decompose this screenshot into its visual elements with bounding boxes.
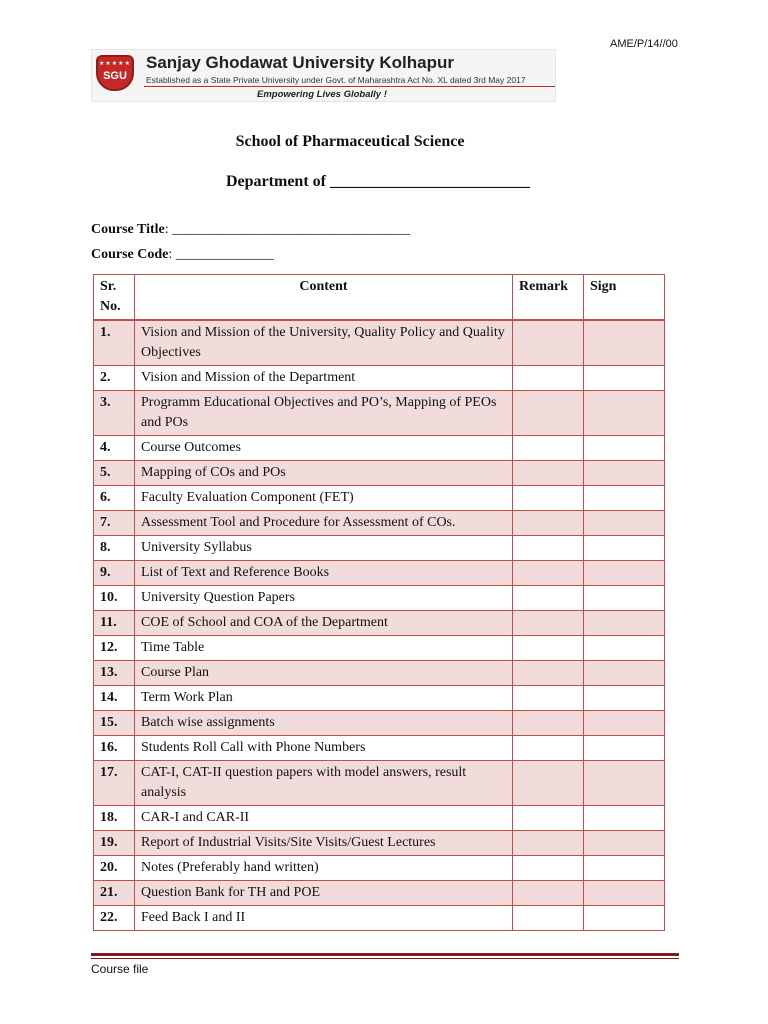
table-row — [94, 806, 665, 831]
row-content: Term Work Plan — [135, 686, 513, 711]
row-number: 14. — [94, 686, 135, 711]
row-content: Vision and Mission of the University, Quality Policy and Quality Objectives — [135, 320, 513, 366]
table-row — [94, 586, 665, 611]
header-remark: Remark — [513, 275, 584, 321]
row-number: 18. — [94, 806, 135, 831]
row-number: 10. — [94, 586, 135, 611]
row-number: 2. — [94, 366, 135, 391]
university-banner — [91, 49, 556, 102]
header-sr-no: Sr. No. — [94, 275, 135, 321]
sign-cell[interactable] — [584, 686, 665, 711]
table-row — [94, 711, 665, 736]
course-title-field — [91, 222, 410, 238]
table-row — [94, 486, 665, 511]
row-number: 20. — [94, 856, 135, 881]
sign-cell[interactable] — [584, 831, 665, 856]
table-row — [94, 461, 665, 486]
remark-cell[interactable] — [513, 881, 584, 906]
sign-cell[interactable] — [584, 806, 665, 831]
remark-cell[interactable] — [513, 511, 584, 536]
table-row — [94, 366, 665, 391]
remark-cell[interactable] — [513, 391, 584, 436]
row-number: 13. — [94, 661, 135, 686]
table-row — [94, 561, 665, 586]
row-number: 7. — [94, 511, 135, 536]
sign-cell[interactable] — [584, 320, 665, 366]
row-number: 15. — [94, 711, 135, 736]
table-row — [94, 636, 665, 661]
row-number: 1. — [94, 320, 135, 366]
sign-cell[interactable] — [584, 511, 665, 536]
row-content: Feed Back I and II — [135, 906, 513, 931]
table-header-row — [94, 275, 665, 321]
remark-cell[interactable] — [513, 436, 584, 461]
row-content: Time Table — [135, 636, 513, 661]
row-content: Programm Educational Objectives and PO’s, Mapping of PEOs and POs — [135, 391, 513, 436]
sign-cell[interactable] — [584, 486, 665, 511]
university-tagline: Empowering Lives Globally ! — [257, 89, 387, 100]
remark-cell[interactable] — [513, 906, 584, 931]
row-content: Course Outcomes — [135, 436, 513, 461]
remark-cell[interactable] — [513, 831, 584, 856]
row-number: 6. — [94, 486, 135, 511]
remark-cell[interactable] — [513, 561, 584, 586]
sign-cell[interactable] — [584, 561, 665, 586]
logo-stars: ★★★★★ — [99, 60, 131, 67]
header-sign: Sign — [584, 275, 665, 321]
table-row — [94, 436, 665, 461]
sign-cell[interactable] — [584, 661, 665, 686]
course-title-label: Course Title — [91, 222, 165, 237]
row-number: 19. — [94, 831, 135, 856]
table-row — [94, 320, 665, 366]
sign-cell[interactable] — [584, 366, 665, 391]
sign-cell[interactable] — [584, 736, 665, 761]
sign-cell[interactable] — [584, 461, 665, 486]
row-content: Notes (Preferably hand written) — [135, 856, 513, 881]
row-content: University Syllabus — [135, 536, 513, 561]
remark-cell[interactable] — [513, 856, 584, 881]
footer-rule — [91, 953, 679, 956]
header-content: Content — [135, 275, 513, 321]
row-number: 16. — [94, 736, 135, 761]
course-code-blank: : ______________ — [168, 247, 274, 262]
row-content: University Question Papers — [135, 586, 513, 611]
table-row — [94, 906, 665, 931]
university-logo — [96, 55, 134, 91]
row-number: 22. — [94, 906, 135, 931]
table-row — [94, 611, 665, 636]
table-row — [94, 761, 665, 806]
row-content: Course Plan — [135, 661, 513, 686]
remark-cell[interactable] — [513, 461, 584, 486]
table-row — [94, 391, 665, 436]
remark-cell[interactable] — [513, 761, 584, 806]
department-line: Department of _________________________ — [226, 173, 530, 190]
row-number: 3. — [94, 391, 135, 436]
table-row — [94, 536, 665, 561]
row-content: Batch wise assignments — [135, 711, 513, 736]
row-content: Faculty Evaluation Component (FET) — [135, 486, 513, 511]
row-content: Question Bank for TH and POE — [135, 881, 513, 906]
row-number: 11. — [94, 611, 135, 636]
row-number: 12. — [94, 636, 135, 661]
school-title: School of Pharmaceutical Science — [235, 133, 465, 150]
table-row — [94, 736, 665, 761]
row-number: 4. — [94, 436, 135, 461]
course-file-checklist — [93, 274, 665, 931]
sign-cell[interactable] — [584, 586, 665, 611]
sign-cell[interactable] — [584, 856, 665, 881]
sign-cell[interactable] — [584, 906, 665, 931]
table-row — [94, 686, 665, 711]
remark-cell[interactable] — [513, 661, 584, 686]
remark-cell[interactable] — [513, 366, 584, 391]
row-content: Students Roll Call with Phone Numbers — [135, 736, 513, 761]
sign-cell[interactable] — [584, 536, 665, 561]
row-content: CAT-I, CAT-II question papers with model answers, result analysis — [135, 761, 513, 806]
remark-cell[interactable] — [513, 536, 584, 561]
row-number: 17. — [94, 761, 135, 806]
sign-cell[interactable] — [584, 436, 665, 461]
sign-cell[interactable] — [584, 881, 665, 906]
row-number: 8. — [94, 536, 135, 561]
footer-label: Course file — [91, 962, 149, 976]
table-row — [94, 831, 665, 856]
sign-cell[interactable] — [584, 391, 665, 436]
row-content: Vision and Mission of the Department — [135, 366, 513, 391]
table-row — [94, 511, 665, 536]
remark-cell[interactable] — [513, 711, 584, 736]
row-content: COE of School and COA of the Department — [135, 611, 513, 636]
university-established: Established as a State Private University under Govt. of Maharashtra Act No. XL dated 3rd May 2017 — [146, 75, 526, 85]
row-number: 5. — [94, 461, 135, 486]
row-content: Assessment Tool and Procedure for Assessment of COs. — [135, 511, 513, 536]
sign-cell[interactable] — [584, 636, 665, 661]
sign-cell[interactable] — [584, 711, 665, 736]
footer-rule-thin — [91, 958, 679, 959]
remark-cell[interactable] — [513, 686, 584, 711]
row-number: 21. — [94, 881, 135, 906]
table-row — [94, 856, 665, 881]
row-content: List of Text and Reference Books — [135, 561, 513, 586]
course-code-field — [91, 247, 274, 263]
remark-cell[interactable] — [513, 320, 584, 366]
sign-cell[interactable] — [584, 611, 665, 636]
remark-cell[interactable] — [513, 611, 584, 636]
remark-cell[interactable] — [513, 486, 584, 511]
university-name: Sanjay Ghodawat University Kolhapur — [146, 53, 454, 72]
row-content: CAR-I and CAR-II — [135, 806, 513, 831]
row-content: Report of Industrial Visits/Site Visits/Guest Lectures — [135, 831, 513, 856]
row-content: Mapping of COs and POs — [135, 461, 513, 486]
remark-cell[interactable] — [513, 806, 584, 831]
table-row — [94, 881, 665, 906]
remark-cell[interactable] — [513, 586, 584, 611]
remark-cell[interactable] — [513, 736, 584, 761]
course-code-label: Course Code — [91, 247, 169, 262]
course-title-blank: : __________________________________ — [164, 222, 411, 237]
remark-cell[interactable] — [513, 636, 584, 661]
row-number: 9. — [94, 561, 135, 586]
document-reference: AME/P/14//00 — [610, 38, 678, 50]
banner-divider — [144, 86, 555, 87]
sign-cell[interactable] — [584, 761, 665, 806]
logo-text: SGU — [103, 70, 127, 82]
table-row — [94, 661, 665, 686]
